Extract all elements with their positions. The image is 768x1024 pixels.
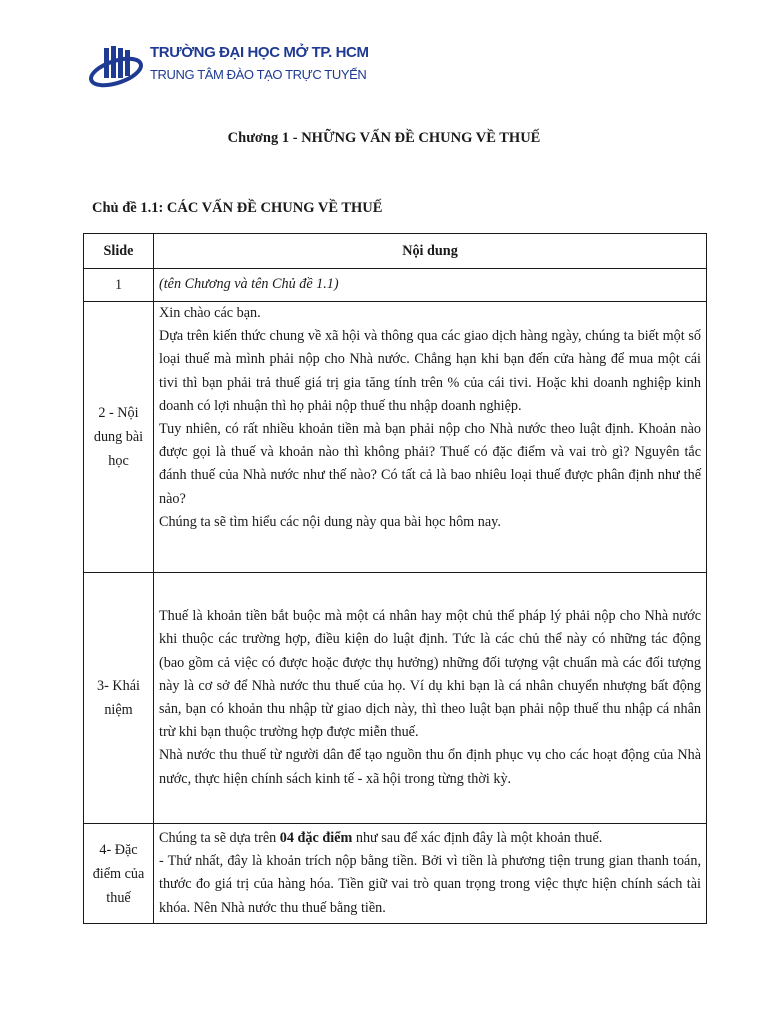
table-row (84, 269, 707, 302)
logo-emblem-icon (88, 42, 150, 92)
table-row (84, 573, 707, 824)
content-paragraph: Chúng ta sẽ tìm hiểu các nội dung này qua bài học hôm nay. (159, 513, 501, 530)
content-intro-paragraph (159, 827, 701, 850)
content-paragraph: Dựa trên kiến thức chung về xã hội và thông qua các giao dịch hàng ngày, chúng ta biết một số loại thuế mà mình phải nộp cho Nhà nước. Chẳng hạn khi bạn đến cửa hàng để mua một cái tivi thì bạn phải trả thuế giá trị gia tăng tính trên % của cái tivi. Hoặc khi doanh nghiệp kinh doanh có lợi nhuận thì họ phải nộp thuế thu nhập doanh nghiệp. (159, 328, 701, 414)
content-paragraph: Xin chào các bạn. (159, 305, 261, 321)
slide-number-cell: 3- Khái niệm (84, 573, 154, 824)
content-paragraph: - Thứ nhất, đây là khoản trích nộp bằng tiền. Bởi vì tiền là phương tiện trung gian thanh toán, thước đo giá trị của hàng hóa. Tiền giữ vai trò quan trọng trong việc thực hiện chính sách tài khóa. Nên Nhà nước thu thuế bằng tiền. (159, 853, 701, 916)
content-cell (154, 302, 707, 573)
content-paragraph: (tên Chương và tên Chủ đề 1.1) (159, 276, 339, 293)
slide-number-cell: 2 - Nội dung bài học (84, 302, 154, 573)
slide-number-cell: 1 (84, 269, 154, 302)
slide-number-cell: 4- Đặc điểm của thuế (84, 824, 154, 924)
topic-title: Chủ đề 1.1: CÁC VẤN ĐỀ CHUNG VỀ THUẾ (92, 200, 383, 216)
content-paragraph: Thuế là khoản tiền bắt buộc mà một cá nhân hay một chủ thể pháp lý phải nộp cho Nhà nước khi thuộc các trường hợp, điều kiện do luật định. Tức là các chủ thể này có những tác động (bao gồm cả việc có được hoặc được thụ hưởng) những đối tượng vật chuẩn mà các đối tượng này là cơ sở để Nhà nước thu thuế của họ. Ví dụ khi bạn là cá nhân chuyển nhượng bất động sản, bạn có khoản thu nhập từ giao dịch này, thì theo luật bạn phải nộp thuế thu nhập cá nhân trừ khi bạn thuộc trường hợp được miễn thuế. (159, 608, 701, 741)
table-row (84, 302, 707, 573)
content-paragraph: Nhà nước thu thuế từ người dân để tạo nguồn thu ổn định phục vụ cho các hoạt động của Nhà nước, thực hiện chính sách kinh tế - xã hội trong từng thời kỳ. (159, 747, 701, 787)
intro-text-after: như sau để xác định đây là một khoản thuế. (352, 830, 603, 846)
table-row (84, 824, 707, 924)
intro-text-before: Chúng ta sẽ dựa trên (159, 830, 280, 846)
chapter-title: Chương 1 - NHỮNG VẤN ĐỀ CHUNG VỀ THUẾ (227, 130, 541, 146)
logo-center-name: TRUNG TÂM ĐÀO TẠO TRỰC TUYẾN (150, 67, 367, 82)
intro-bold-text: 04 đặc điểm (279, 830, 353, 846)
content-cell (154, 269, 707, 302)
content-table (83, 233, 707, 924)
content-paragraph: Tuy nhiên, có rất nhiều khoản tiền mà bạn phải nộp cho Nhà nước theo luật định. Khoản nào được gọi là thuế và khoản nào thì không phải? Thuế có đặc điểm và vai trò gì? Nguyên tắc đánh thuế của Nhà nước như thế nào? Có tất cả là bao nhiêu loại thuế được phân định như thế nào? (159, 421, 701, 507)
university-logo (88, 40, 369, 98)
table-header-row (84, 234, 707, 269)
header-content: Nội dung (154, 234, 707, 269)
content-cell (154, 824, 707, 924)
content-cell (154, 573, 707, 824)
logo-university-name: TRƯỜNG ĐẠI HỌC MỞ TP. HCM (150, 44, 369, 61)
header-slide: Slide (84, 234, 154, 269)
